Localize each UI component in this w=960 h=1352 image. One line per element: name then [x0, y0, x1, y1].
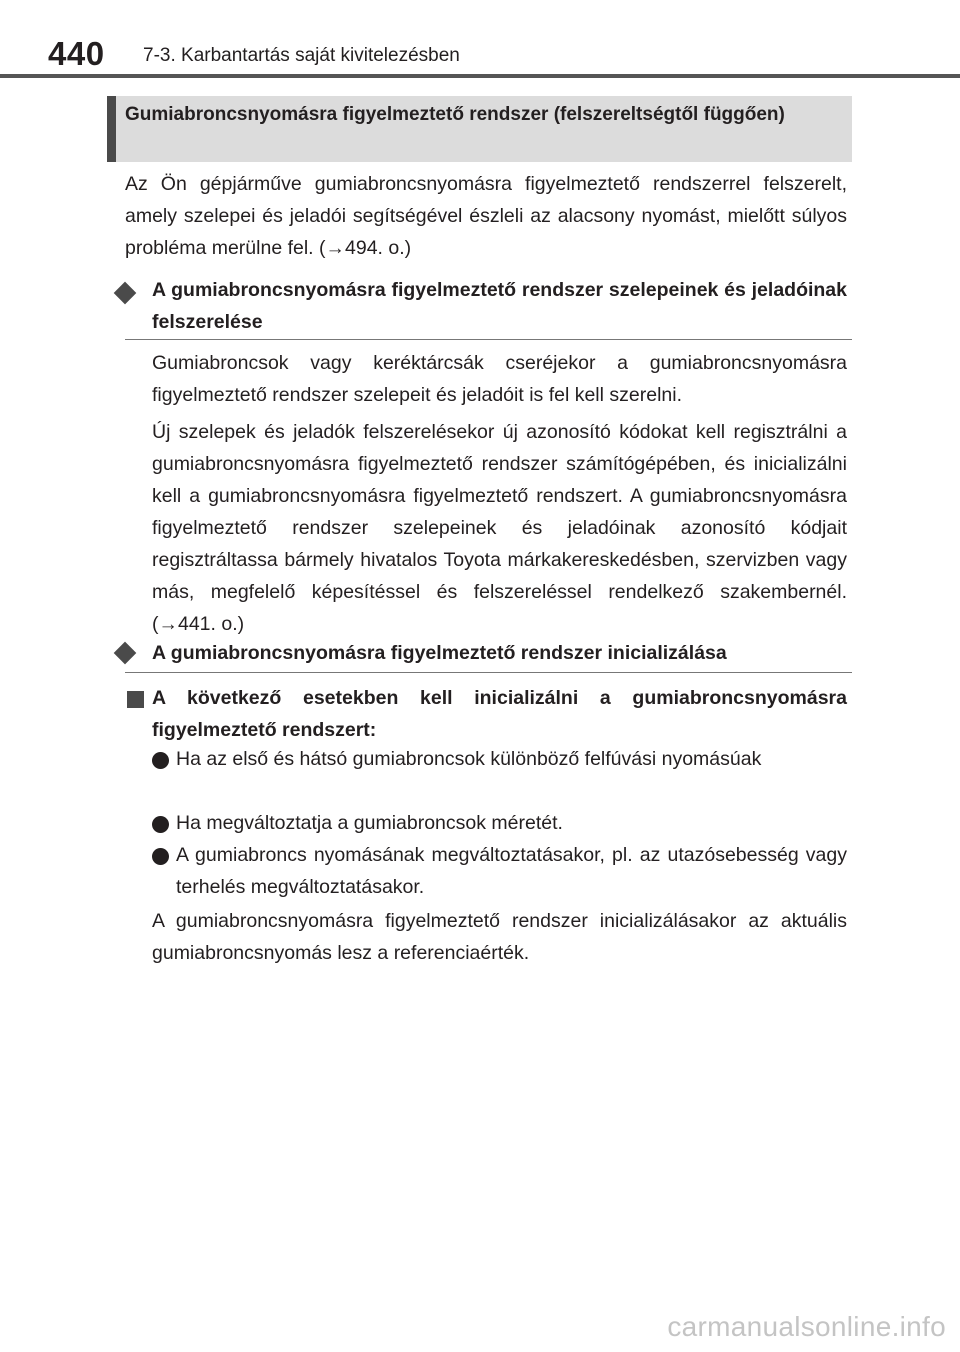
installation-paragraph-2: Új szelepek és jeladók felszerelésekor új azonosító kódokat kell regisztrálni a gumiabroncsnyomásra figyelmeztető rendszer számítógépében, és inicializálni kell a gumiabroncsnyomásra figyelmeztető rendszert. A gumiabroncsnyomásra figyelmeztető rendszer szelepeinek és jeladóinak azonosító kódjait regisztráltassa bármely hivatalos Toyota márkakereskedésben, szervizben vagy más, megfelelő képesítéssel és felszereléssel rendelkező szakembernél. (→441. o.): [152, 421, 847, 635]
initialization-heading-rule: [125, 672, 852, 673]
installation-heading-rule: [125, 339, 852, 340]
page-number: 440: [48, 35, 105, 72]
bullet-dot-icon: [152, 816, 169, 833]
bullet-dot-icon: [152, 848, 169, 865]
watermark: carmanualsonline.info: [667, 1311, 946, 1342]
diamond-bullet-icon: [114, 282, 137, 305]
chapter-title: 7-3. Karbantartás saját kivitelezésben: [143, 45, 460, 66]
square-bullet-icon: [127, 691, 144, 708]
installation-paragraph-1: Gumiabroncsok vagy keréktárcsák cseréjekor a gumiabroncsnyomásra figyelmeztető rendszer szelepeit és jeladóit is fel kell szerelni.: [152, 352, 847, 406]
bullet-item: Ha az első és hátsó gumiabroncsok különböző felfúvási nyomásúak: [176, 748, 762, 770]
section-title: Gumiabroncsnyomásra figyelmeztető rendszer (felszereltségtől függően): [125, 104, 785, 125]
bullet-item: Ha megváltoztatja a gumiabroncsok méretét.: [176, 812, 563, 834]
bullet-dot-icon: [152, 752, 169, 769]
diamond-bullet-icon: [114, 642, 137, 665]
initialization-heading: A gumiabroncsnyomásra figyelmeztető rendszer inicializálása: [152, 642, 727, 664]
installation-heading: A gumiabroncsnyomásra figyelmeztető rendszer szelepeinek és jeladóinak felszerelése: [152, 279, 847, 333]
intro-paragraph: Az Ön gépjárműve gumiabroncsnyomásra figyelmeztető rendszerrel felszerelt, amely szelepei és jeladói segítségével észleli az alacsony nyomást, mielőtt súlyos probléma merülne fel. (→494. o.): [125, 173, 847, 259]
bullet-item: A gumiabroncs nyomásának megváltoztatásakor, pl. az utazósebesség vagy terhelés megváltoztatásakor.: [176, 844, 847, 898]
header-divider: [0, 74, 960, 78]
initialization-closing-paragraph: A gumiabroncsnyomásra figyelmeztető rendszer inicializálásakor az aktuális gumiabroncsnyomás lesz a referenciaérték.: [152, 910, 847, 964]
initialization-subheading: A következő esetekben kell inicializálni a gumiabroncsnyomásra figyelmeztető rendszert:: [152, 687, 847, 741]
